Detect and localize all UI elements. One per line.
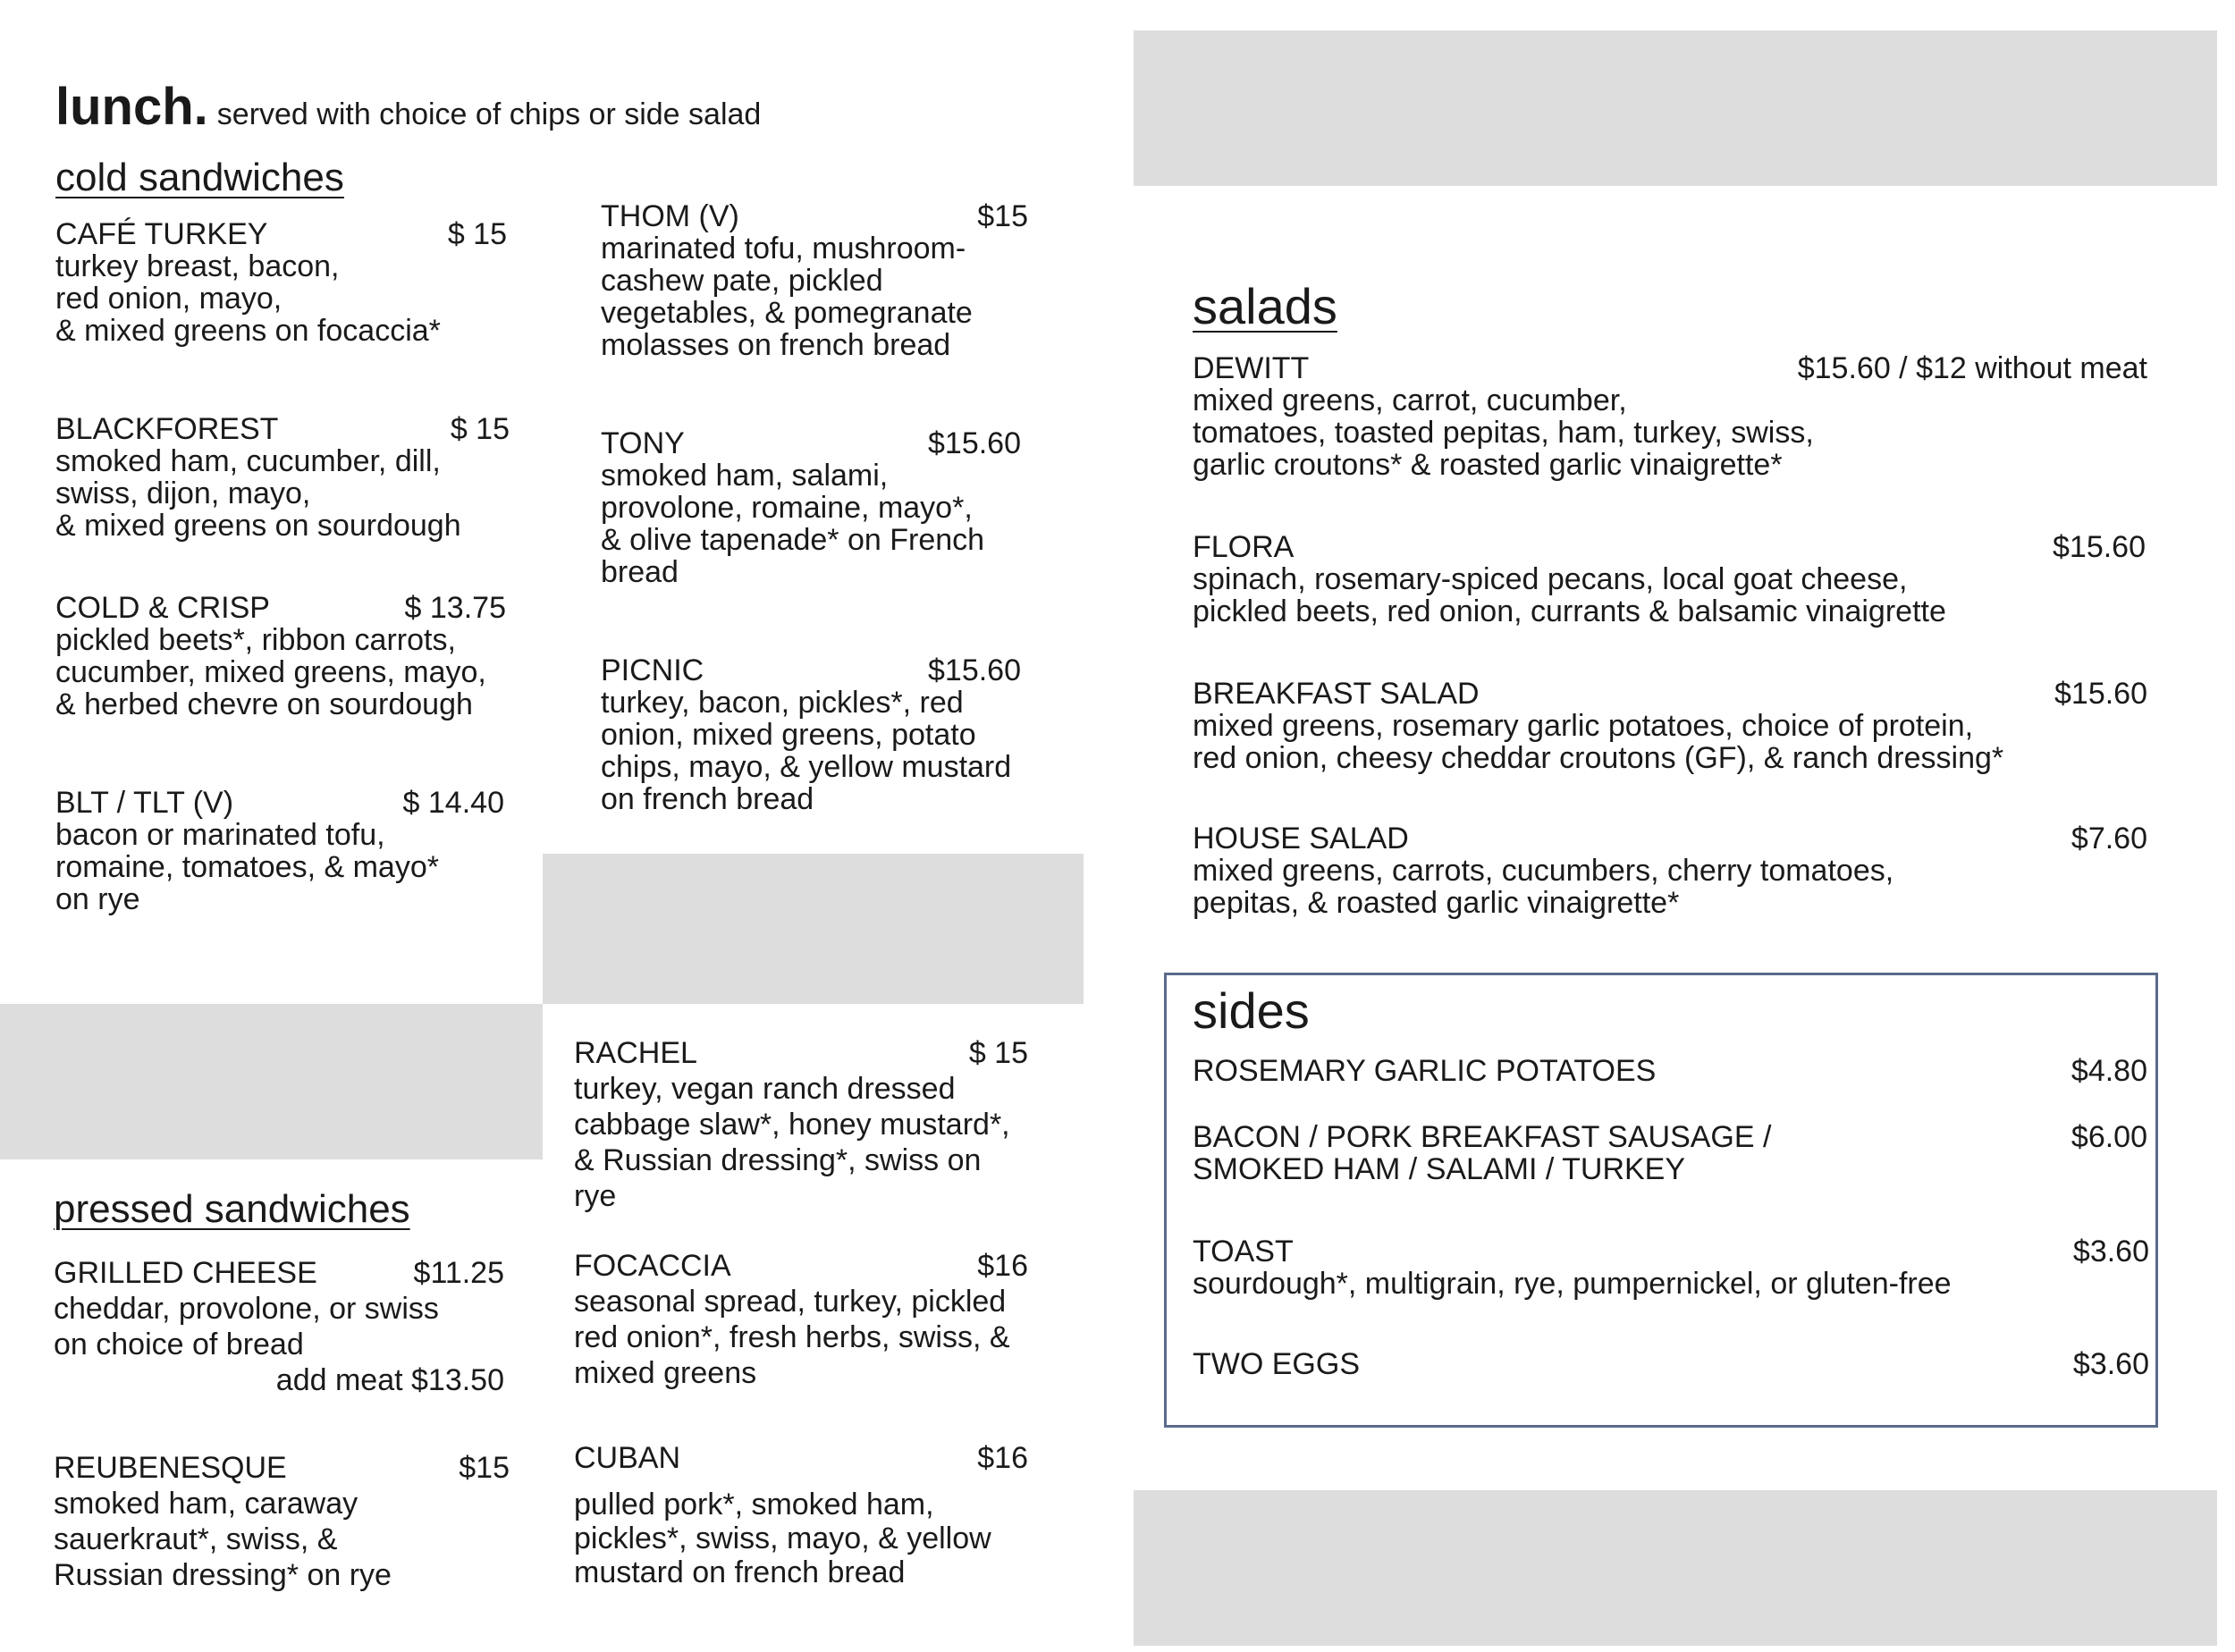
item-price: $ 13.75 — [404, 591, 506, 625]
item-description: smoked ham, salami, provolone, romaine, mayo*, & olive tapenade* on French bread — [601, 459, 985, 589]
menu-item-blt-tlt — [55, 787, 504, 915]
item-name: TONY — [601, 426, 685, 460]
item-description: smoked ham, caraway sauerkraut*, swiss, & Russian dressing* on rye — [54, 1487, 392, 1592]
menu-item-rachel — [574, 1035, 1028, 1214]
menu-item-house-salad — [1193, 822, 2147, 919]
item-description: SMOKED HAM / SALAMI / TURKEY — [1193, 1152, 1686, 1186]
item-price: $3.60 — [2072, 1347, 2149, 1381]
menu-item-tony — [601, 427, 1021, 588]
item-price: $ 15 — [450, 412, 510, 446]
item-name: CUBAN — [574, 1441, 681, 1475]
item-description: mixed greens, carrot, cucumber, tomatoes, toasted pepitas, ham, turkey, swiss, garlic croutons* & roasted garlic vinaigrette* — [1193, 384, 1814, 482]
item-name: BREAKFAST SALAD — [1193, 677, 1480, 711]
item-description: smoked ham, cucumber, dill, swiss, dijon, mayo, & mixed greens on sourdough — [55, 444, 461, 543]
item-price: $15.60 — [928, 426, 1021, 460]
menu-item-breakfast-salad — [1193, 678, 2147, 774]
pressed-sandwiches-heading: pressed sandwiches — [54, 1187, 410, 1231]
menu-item-flora — [1193, 531, 2146, 628]
item-name: THOM (V) — [601, 199, 739, 233]
menu-item-cuban — [574, 1441, 1028, 1589]
menu-item-breakfast-meats — [1193, 1121, 2147, 1185]
item-description: mixed greens, rosemary garlic potatoes, choice of protein, red onion, cheesy cheddar croutons (GF), & ranch dressing* — [1193, 709, 2004, 775]
item-add-meat-option: add meat $13.50 — [275, 1363, 504, 1397]
item-description: seasonal spread, turkey, pickled red onion*, fresh herbs, swiss, & mixed greens — [574, 1285, 1010, 1390]
item-price: $11.25 — [413, 1256, 504, 1290]
item-price: $15 — [977, 199, 1028, 233]
menu-item-focaccia — [574, 1248, 1028, 1391]
item-description: turkey, vegan ranch dressed cabbage slaw*, honey mustard*, & Russian dressing*, swiss on rye — [574, 1072, 1010, 1213]
menu-title — [55, 77, 761, 137]
item-description: spinach, rosemary-spiced pecans, local goat cheese, pickled beets, red onion, currants & balsamic vinaigrette — [1193, 562, 1946, 628]
menu-item-cafe-turkey — [55, 218, 507, 347]
item-description: sourdough*, multigrain, rye, pumpernickel, or gluten-free — [1193, 1267, 1952, 1301]
menu-item-reubenesque — [54, 1450, 510, 1593]
gray-panel-bottom-right — [1134, 1490, 2217, 1646]
item-name: CAFÉ TURKEY — [55, 217, 268, 251]
item-description: turkey breast, bacon, red onion, mayo, & mixed greens on focaccia* — [55, 249, 441, 348]
item-name: BACON / PORK BREAKFAST SAUSAGE / — [1193, 1120, 1772, 1154]
item-name: REUBENESQUE — [54, 1451, 287, 1485]
item-price: $6.00 — [2071, 1120, 2147, 1154]
item-price: $15.60 — [2053, 530, 2146, 564]
item-name: HOUSE SALAD — [1193, 822, 1409, 856]
item-name: TOAST — [1193, 1235, 1294, 1268]
item-name: RACHEL — [574, 1036, 697, 1070]
page-title: lunch. — [55, 78, 208, 136]
item-price: $15.60 — [928, 653, 1021, 687]
menu-item-picnic — [601, 654, 1021, 815]
cold-sandwiches-heading: cold sandwiches — [55, 156, 344, 199]
page-subtitle: served with choice of chips or side salad — [216, 97, 762, 131]
item-price: $15.60 — [2054, 677, 2147, 711]
item-price: $3.60 — [2072, 1235, 2149, 1268]
item-description: turkey, bacon, pickles*, red onion, mixed greens, potato chips, mayo, & yellow mustard on french bread — [601, 686, 1012, 816]
item-price: $4.80 — [2071, 1054, 2147, 1088]
item-price: $16 — [977, 1441, 1028, 1475]
item-description: marinated tofu, mushroom- cashew pate, pickled vegetables, & pomegranate molasses on french bread — [601, 232, 973, 362]
item-description: mixed greens, carrots, cucumbers, cherry tomatoes, pepitas, & roasted garlic vinaigrette* — [1193, 854, 1894, 920]
menu-item-two-eggs — [1193, 1348, 2149, 1380]
menu-item-rosemary-garlic-potatoes — [1193, 1055, 2147, 1087]
item-name: BLACKFOREST — [55, 412, 279, 446]
item-price: $ 15 — [968, 1036, 1028, 1070]
menu-item-thom — [601, 200, 1028, 361]
item-price: $ 14.40 — [402, 786, 504, 820]
menu-item-grilled-cheese — [54, 1255, 504, 1398]
item-name: FLORA — [1193, 530, 1295, 564]
item-name: DEWITT — [1193, 351, 1310, 385]
gray-panel-middle — [543, 854, 1084, 1004]
item-price: $15.60 / $12 without meat — [1797, 351, 2147, 385]
item-description: pickled beets*, ribbon carrots, cucumber, mixed greens, mayo, & herbed chevre on sourdough — [55, 623, 486, 721]
item-name: BLT / TLT (V) — [55, 786, 234, 820]
item-price: $15 — [459, 1451, 510, 1485]
sides-heading: sides — [1193, 982, 1310, 1039]
item-price: $ 15 — [447, 217, 507, 251]
salads-heading: salads — [1193, 278, 1337, 334]
item-name: FOCACCIA — [574, 1249, 731, 1283]
item-description: pulled pork*, smoked ham, pickles*, swiss, mayo, & yellow mustard on french bread — [574, 1488, 991, 1589]
menu-item-toast — [1193, 1235, 2149, 1300]
menu-item-dewitt — [1193, 352, 2147, 481]
item-name: ROSEMARY GARLIC POTATOES — [1193, 1054, 1657, 1088]
item-description: bacon or marinated tofu, romaine, tomatoes, & mayo* on rye — [55, 818, 439, 916]
menu-item-cold-and-crisp — [55, 592, 506, 721]
item-description: cheddar, provolone, or swiss on choice of bread — [54, 1292, 439, 1361]
menu-item-blackforest — [55, 413, 510, 542]
item-name: GRILLED CHEESE — [54, 1256, 317, 1290]
item-name: PICNIC — [601, 653, 704, 687]
gray-panel-top-right — [1134, 30, 2217, 186]
item-name: TWO EGGS — [1193, 1347, 1360, 1381]
item-price: $7.60 — [2071, 822, 2147, 856]
item-price: $16 — [977, 1249, 1028, 1283]
gray-panel-left — [0, 1004, 543, 1159]
item-name: COLD & CRISP — [55, 591, 270, 625]
